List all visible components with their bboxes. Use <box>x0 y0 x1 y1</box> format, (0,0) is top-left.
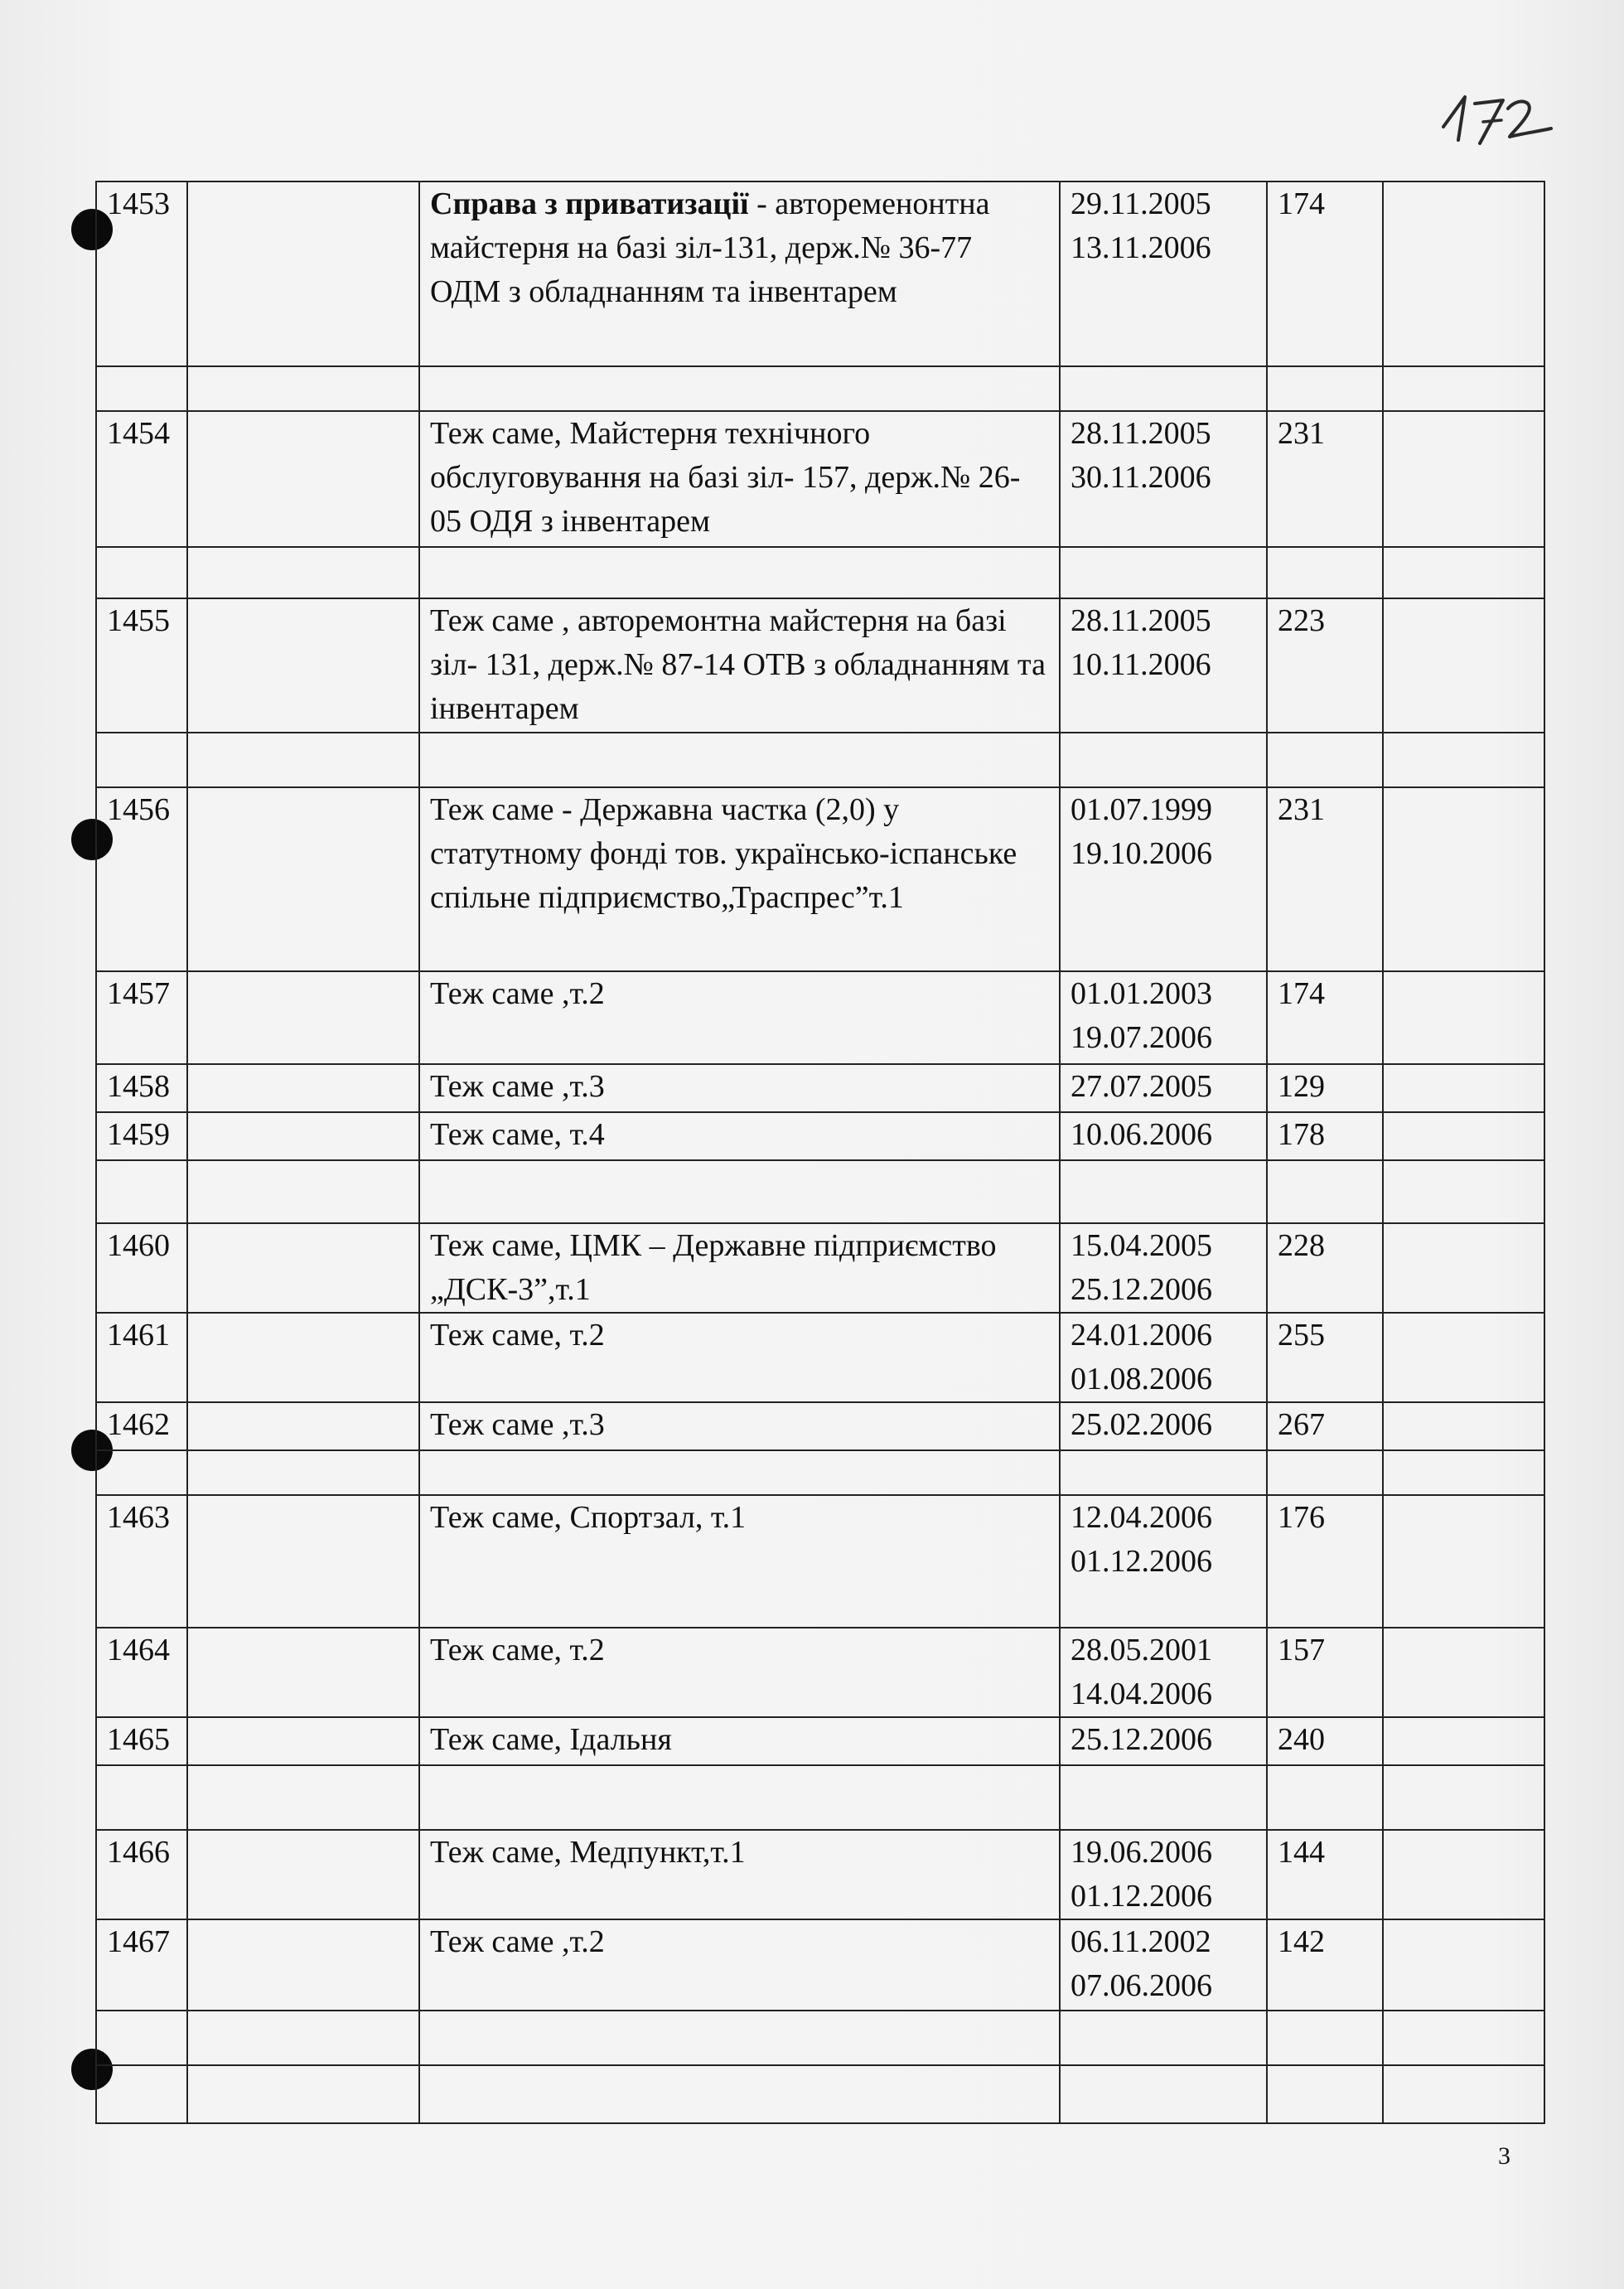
case-title-text: Теж саме, Спортзал, т.1 <box>430 1500 747 1535</box>
page-number: 3 <box>1498 2142 1510 2170</box>
date-to: 07.06.2006 <box>1071 1968 1212 2003</box>
sheet-count: 231 <box>1267 787 1383 971</box>
handwritten-number-drawing <box>1432 79 1556 149</box>
case-title-bold: Справа з приватизації <box>430 186 749 221</box>
case-dates <box>1060 2011 1267 2065</box>
case-title <box>419 2065 1060 2123</box>
case-number: 1460 <box>96 1223 187 1313</box>
case-number <box>96 1765 187 1830</box>
note-cell <box>1383 971 1544 1064</box>
blank-cell <box>187 1112 419 1160</box>
date-from: 12.04.2006 <box>1071 1500 1212 1535</box>
sheet-count: 129 <box>1267 1064 1383 1112</box>
register-table <box>95 181 1545 2124</box>
case-number: 1463 <box>96 1495 187 1628</box>
date-to: 25.12.2006 <box>1071 1272 1212 1307</box>
blank-cell <box>187 2011 419 2065</box>
sheet-count <box>1267 733 1383 787</box>
case-title-text: - автоременонтна майстерня на базі зіл-131, держ.№ 36-77 ОДМ з обладнанням та інвентарем <box>430 186 990 309</box>
case-title <box>419 1830 1060 1919</box>
table-row <box>96 1450 1544 1495</box>
date-from: 15.04.2005 <box>1071 1228 1212 1263</box>
case-title <box>419 1919 1060 2011</box>
date-from: 24.01.2006 <box>1071 1318 1212 1353</box>
case-number <box>96 366 187 411</box>
date-from: 10.06.2006 <box>1071 1117 1212 1152</box>
date-from: 28.11.2005 <box>1071 603 1211 638</box>
case-dates <box>1060 1160 1267 1223</box>
blank-cell <box>187 1402 419 1450</box>
blank-cell <box>187 1919 419 2011</box>
table-row <box>96 1223 1544 1313</box>
case-title <box>419 787 1060 971</box>
date-to: 01.12.2006 <box>1071 1544 1212 1579</box>
blank-cell <box>187 1765 419 1830</box>
date-from: 29.11.2005 <box>1071 186 1211 221</box>
case-title <box>419 1717 1060 1765</box>
date-from: 25.02.2006 <box>1071 1407 1212 1442</box>
case-dates <box>1060 733 1267 787</box>
sheet-count <box>1267 1160 1383 1223</box>
sheet-count: 174 <box>1267 181 1383 366</box>
blank-cell <box>187 1313 419 1402</box>
case-title-text: Теж саме, Ідальня <box>430 1722 672 1757</box>
table-row <box>96 366 1544 411</box>
case-number: 1466 <box>96 1830 187 1919</box>
case-number: 1467 <box>96 1919 187 2011</box>
case-dates <box>1060 971 1267 1064</box>
blank-cell <box>187 1450 419 1495</box>
blank-cell <box>187 1717 419 1765</box>
blank-cell <box>187 787 419 971</box>
sheet-count <box>1267 2065 1383 2123</box>
note-cell <box>1383 733 1544 787</box>
case-number: 1454 <box>96 411 187 547</box>
case-title <box>419 971 1060 1064</box>
table-row <box>96 1717 1544 1765</box>
note-cell <box>1383 411 1544 547</box>
note-cell <box>1383 2065 1544 2123</box>
table-row <box>96 2065 1544 2123</box>
date-to: 19.07.2006 <box>1071 1020 1212 1055</box>
table-row <box>96 181 1544 366</box>
table-row <box>96 1064 1544 1112</box>
date-from: 28.11.2005 <box>1071 416 1211 451</box>
case-dates <box>1060 1717 1267 1765</box>
table-row <box>96 1628 1544 1717</box>
sheet-count: 223 <box>1267 598 1383 733</box>
table-row <box>96 1402 1544 1450</box>
blank-cell <box>187 547 419 598</box>
case-dates <box>1060 1064 1267 1112</box>
table-row <box>96 971 1544 1064</box>
sheet-count: 174 <box>1267 971 1383 1064</box>
case-title <box>419 411 1060 547</box>
note-cell <box>1383 1717 1544 1765</box>
note-cell <box>1383 181 1544 366</box>
date-from: 06.11.2002 <box>1071 1924 1211 1959</box>
case-number: 1453 <box>96 181 187 366</box>
sheet-count <box>1267 366 1383 411</box>
table-row <box>96 547 1544 598</box>
case-title <box>419 598 1060 733</box>
note-cell <box>1383 1919 1544 2011</box>
sheet-count <box>1267 1450 1383 1495</box>
case-dates <box>1060 1223 1267 1313</box>
case-dates <box>1060 1402 1267 1450</box>
case-title <box>419 366 1060 411</box>
case-number: 1455 <box>96 598 187 733</box>
sheet-count: 178 <box>1267 1112 1383 1160</box>
note-cell <box>1383 1628 1544 1717</box>
note-cell <box>1383 547 1544 598</box>
note-cell <box>1383 1223 1544 1313</box>
sheet-count: 142 <box>1267 1919 1383 2011</box>
case-title <box>419 1765 1060 1830</box>
case-dates <box>1060 2065 1267 2123</box>
case-title-text: Теж саме ,т.2 <box>430 976 605 1011</box>
case-title <box>419 1402 1060 1450</box>
case-title-text: Теж саме, Медпункт,т.1 <box>430 1835 746 1870</box>
table-row <box>96 1313 1544 1402</box>
case-dates <box>1060 1919 1267 2011</box>
case-title <box>419 1495 1060 1628</box>
case-dates <box>1060 1830 1267 1919</box>
date-from: 25.12.2006 <box>1071 1722 1212 1757</box>
sheet-count: 231 <box>1267 411 1383 547</box>
table-row <box>96 1112 1544 1160</box>
case-number <box>96 2011 187 2065</box>
note-cell <box>1383 1495 1544 1628</box>
date-from: 19.06.2006 <box>1071 1835 1212 1870</box>
blank-cell <box>187 1830 419 1919</box>
date-to: 30.11.2006 <box>1071 460 1211 495</box>
blank-cell <box>187 598 419 733</box>
table-row <box>96 598 1544 733</box>
sheet-count: 240 <box>1267 1717 1383 1765</box>
sheet-count: 255 <box>1267 1313 1383 1402</box>
case-title-text: Теж саме , авторемонтна майстерня на базі зіл- 131, держ.№ 87-14 ОТВ з обладнанням та інвентарем <box>430 603 1046 726</box>
table-row <box>96 2011 1544 2065</box>
case-dates <box>1060 1765 1267 1830</box>
case-dates <box>1060 1313 1267 1402</box>
case-dates <box>1060 181 1267 366</box>
blank-cell <box>187 1064 419 1112</box>
sheet-count <box>1267 2011 1383 2065</box>
handwritten-page-number <box>1432 79 1556 149</box>
table-row <box>96 1919 1544 2011</box>
case-number: 1459 <box>96 1112 187 1160</box>
case-title <box>419 1628 1060 1717</box>
case-dates <box>1060 1112 1267 1160</box>
case-title <box>419 1112 1060 1160</box>
note-cell <box>1383 1112 1544 1160</box>
note-cell <box>1383 1830 1544 1919</box>
case-number: 1458 <box>96 1064 187 1112</box>
blank-cell <box>187 1495 419 1628</box>
case-title-text: Теж саме - Державна частка (2,0) у статутному фонді тов. українсько-іспанське спільне підприємство„Траспрес”т.1 <box>430 792 1017 915</box>
date-from: 28.05.2001 <box>1071 1633 1212 1667</box>
case-number <box>96 547 187 598</box>
case-dates <box>1060 411 1267 547</box>
date-to: 01.12.2006 <box>1071 1879 1212 1914</box>
blank-cell <box>187 971 419 1064</box>
blank-cell <box>187 1628 419 1717</box>
case-title <box>419 1313 1060 1402</box>
table-row <box>96 411 1544 547</box>
case-title <box>419 1450 1060 1495</box>
case-dates <box>1060 1495 1267 1628</box>
case-title <box>419 2011 1060 2065</box>
case-dates <box>1060 1628 1267 1717</box>
note-cell <box>1383 1064 1544 1112</box>
case-title-text: Теж саме, Майстерня технічного обслуговування на базі зіл- 157, держ.№ 26-05 ОДЯ з інвентарем <box>430 416 1021 539</box>
note-cell <box>1383 366 1544 411</box>
table-row <box>96 1160 1544 1223</box>
case-number: 1462 <box>96 1402 187 1450</box>
table-row <box>96 1765 1544 1830</box>
date-to: 14.04.2006 <box>1071 1677 1212 1711</box>
table-row <box>96 787 1544 971</box>
case-dates <box>1060 547 1267 598</box>
case-number: 1465 <box>96 1717 187 1765</box>
case-number: 1464 <box>96 1628 187 1717</box>
case-title-text: Теж саме, т.4 <box>430 1117 605 1152</box>
case-dates <box>1060 366 1267 411</box>
date-to: 10.11.2006 <box>1071 647 1211 682</box>
case-title <box>419 1223 1060 1313</box>
sheet-count: 228 <box>1267 1223 1383 1313</box>
case-number: 1456 <box>96 787 187 971</box>
case-number <box>96 1450 187 1495</box>
case-title <box>419 1160 1060 1223</box>
case-number <box>96 733 187 787</box>
blank-cell <box>187 1160 419 1223</box>
case-title <box>419 733 1060 787</box>
blank-cell <box>187 181 419 366</box>
sheet-count: 176 <box>1267 1495 1383 1628</box>
blank-cell <box>187 2065 419 2123</box>
blank-cell <box>187 411 419 547</box>
case-number <box>96 2065 187 2123</box>
case-number: 1461 <box>96 1313 187 1402</box>
date-to: 19.10.2006 <box>1071 836 1212 871</box>
case-dates <box>1060 598 1267 733</box>
blank-cell <box>187 1223 419 1313</box>
date-from: 01.07.1999 <box>1071 792 1212 827</box>
case-title <box>419 1064 1060 1112</box>
note-cell <box>1383 2011 1544 2065</box>
note-cell <box>1383 1450 1544 1495</box>
case-title-text: Теж саме, ЦМК – Державне підприємство „ДСК-3”,т.1 <box>430 1228 997 1307</box>
table-row <box>96 1495 1544 1628</box>
note-cell <box>1383 598 1544 733</box>
note-cell <box>1383 787 1544 971</box>
case-title-text: Теж саме ,т.3 <box>430 1407 605 1442</box>
case-title-text: Теж саме, т.2 <box>430 1318 605 1353</box>
sheet-count: 144 <box>1267 1830 1383 1919</box>
case-dates <box>1060 1450 1267 1495</box>
case-number: 1457 <box>96 971 187 1064</box>
case-title-text: Теж саме ,т.3 <box>430 1069 605 1104</box>
case-number <box>96 1160 187 1223</box>
date-to: 01.08.2006 <box>1071 1362 1212 1396</box>
note-cell <box>1383 1402 1544 1450</box>
sheet-count: 267 <box>1267 1402 1383 1450</box>
table-row <box>96 733 1544 787</box>
case-title <box>419 181 1060 366</box>
case-title <box>419 547 1060 598</box>
table-row <box>96 1830 1544 1919</box>
blank-cell <box>187 733 419 787</box>
note-cell <box>1383 1313 1544 1402</box>
date-to: 13.11.2006 <box>1071 230 1211 265</box>
blank-cell <box>187 366 419 411</box>
sheet-count <box>1267 547 1383 598</box>
note-cell <box>1383 1765 1544 1830</box>
note-cell <box>1383 1160 1544 1223</box>
case-dates <box>1060 787 1267 971</box>
case-title-text: Теж саме ,т.2 <box>430 1924 605 1959</box>
case-title-text: Теж саме, т.2 <box>430 1633 605 1667</box>
date-from: 01.01.2003 <box>1071 976 1212 1011</box>
date-from: 27.07.2005 <box>1071 1069 1212 1104</box>
sheet-count: 157 <box>1267 1628 1383 1717</box>
sheet-count <box>1267 1765 1383 1830</box>
